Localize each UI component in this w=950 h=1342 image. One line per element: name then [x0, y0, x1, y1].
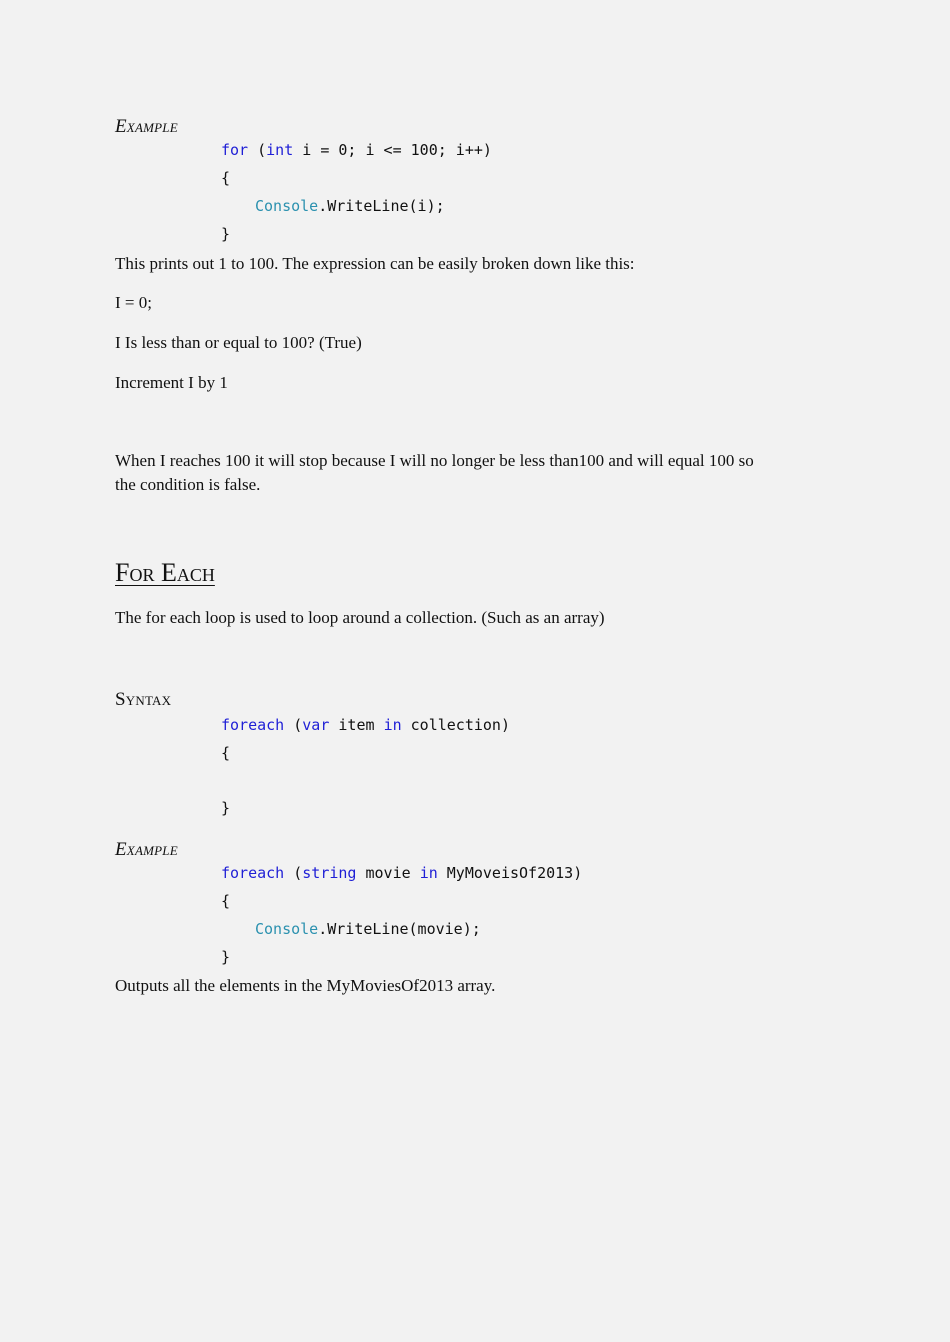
code-keyword: foreach	[221, 864, 285, 882]
paragraph: This prints out 1 to 100. The expression can be easily broken down like this:	[115, 254, 635, 273]
code-line	[221, 716, 510, 734]
code-line: {	[221, 169, 231, 187]
code-line	[221, 141, 492, 159]
syntax-heading: Syntax	[115, 689, 172, 710]
code-text: (	[248, 141, 267, 159]
code-keyword: foreach	[221, 716, 285, 734]
paragraph: The for each loop is used to loop around a collection. (Such as an array)	[115, 608, 605, 627]
paragraph: Outputs all the elements in the MyMoviesOf2013 array.	[115, 976, 496, 995]
code-line: {	[221, 892, 231, 910]
paragraph: I = 0;	[115, 293, 152, 312]
code-text: (	[284, 864, 303, 882]
code-text: .WriteLine(i);	[318, 197, 445, 215]
code-text: movie	[356, 864, 420, 882]
code-text: MyMoveisOf2013)	[437, 864, 583, 882]
code-line: }	[221, 948, 231, 966]
code-type: Console	[255, 197, 319, 215]
section-heading: For Each	[115, 558, 215, 587]
code-line	[255, 920, 481, 938]
code-text: (	[284, 716, 303, 734]
code-text: i = 0; i <= 100; i++)	[293, 141, 492, 159]
paragraph: Increment I by 1	[115, 373, 228, 392]
code-text: .WriteLine(movie);	[318, 920, 481, 938]
code-keyword: in	[419, 864, 438, 882]
code-keyword: in	[383, 716, 402, 734]
code-line	[255, 197, 445, 215]
code-text: item	[329, 716, 384, 734]
paragraph: When I reaches 100 it will stop because I will no longer be less than100 and will equal 100 so	[115, 451, 754, 470]
code-keyword: for	[221, 141, 249, 159]
example-heading: Example	[115, 116, 178, 137]
paragraph: the condition is false.	[115, 475, 261, 494]
paragraph: I Is less than or equal to 100? (True)	[115, 333, 362, 352]
code-line: }	[221, 225, 231, 243]
code-keyword: var	[302, 716, 330, 734]
example-heading: Example	[115, 839, 178, 860]
code-text: collection)	[401, 716, 510, 734]
code-type: Console	[255, 920, 319, 938]
code-line: {	[221, 744, 231, 762]
code-keyword: int	[266, 141, 294, 159]
code-keyword: string	[302, 864, 357, 882]
code-line	[221, 864, 582, 882]
code-line: }	[221, 799, 231, 817]
